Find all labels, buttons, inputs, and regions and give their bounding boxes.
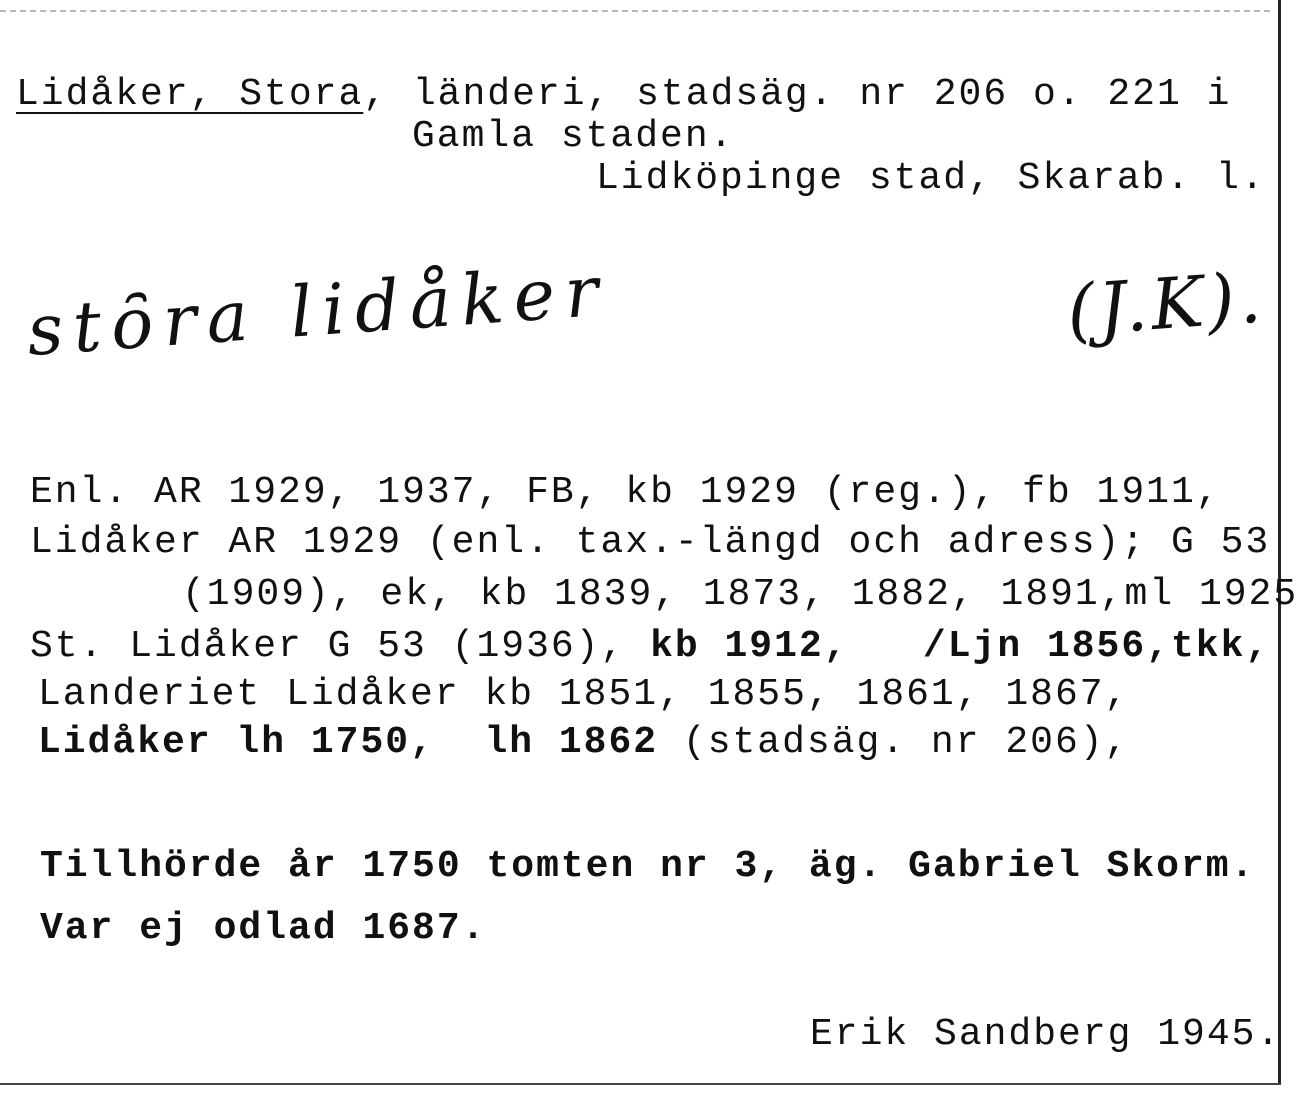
card-right-edge: [1278, 0, 1281, 1085]
top-edge-dashes: [0, 10, 1270, 16]
signature: Erik Sandberg 1945.: [810, 1013, 1282, 1056]
header-line-2: Gamla staden.: [412, 115, 735, 158]
header-line-1: [16, 73, 1232, 116]
handwritten-name: stȏra lidåker: [24, 249, 611, 372]
place-name: Lidåker, Stora: [16, 73, 364, 116]
sources-line-6: [38, 721, 1130, 764]
sources-line-3: (1909), ek, kb 1839, 1873, 1882, 1891,ml 1925: [182, 573, 1299, 616]
handwritten-initials: (J.K).: [1064, 256, 1268, 352]
sources-line-4-bold: kb 1912, /Ljn 1856,tkk,: [650, 625, 1271, 668]
sources-line-1: Enl. AR 1929, 1937, FB, kb 1929 (reg.), fb 1911,: [30, 471, 1221, 514]
notes-line-2: Var ej odlad 1687.: [40, 907, 487, 950]
place-description: , länderi, stadsäg. nr 206 o. 221 i: [363, 73, 1232, 116]
card-bottom-edge: [0, 1083, 1281, 1085]
notes-line-1: Tillhörde år 1750 tomten nr 3, äg. Gabriel Skorm.: [40, 845, 1256, 888]
sources-line-5: Landeriet Lidåker kb 1851, 1855, 1861, 1867,: [38, 673, 1130, 716]
sources-line-2: Lidåker AR 1929 (enl. tax.-längd och adress); G 53: [30, 521, 1271, 564]
sources-line-4-regular: St. Lidåker G 53 (1936),: [30, 625, 651, 668]
sources-line-6-regular: (stadsäg. nr 206),: [658, 721, 1130, 764]
header-line-3: Lidköpinge stad, Skarab. l.: [596, 157, 1266, 200]
sources-line-4: [30, 625, 1271, 668]
sources-line-6-bold: Lidåker lh 1750, lh 1862: [38, 721, 659, 764]
